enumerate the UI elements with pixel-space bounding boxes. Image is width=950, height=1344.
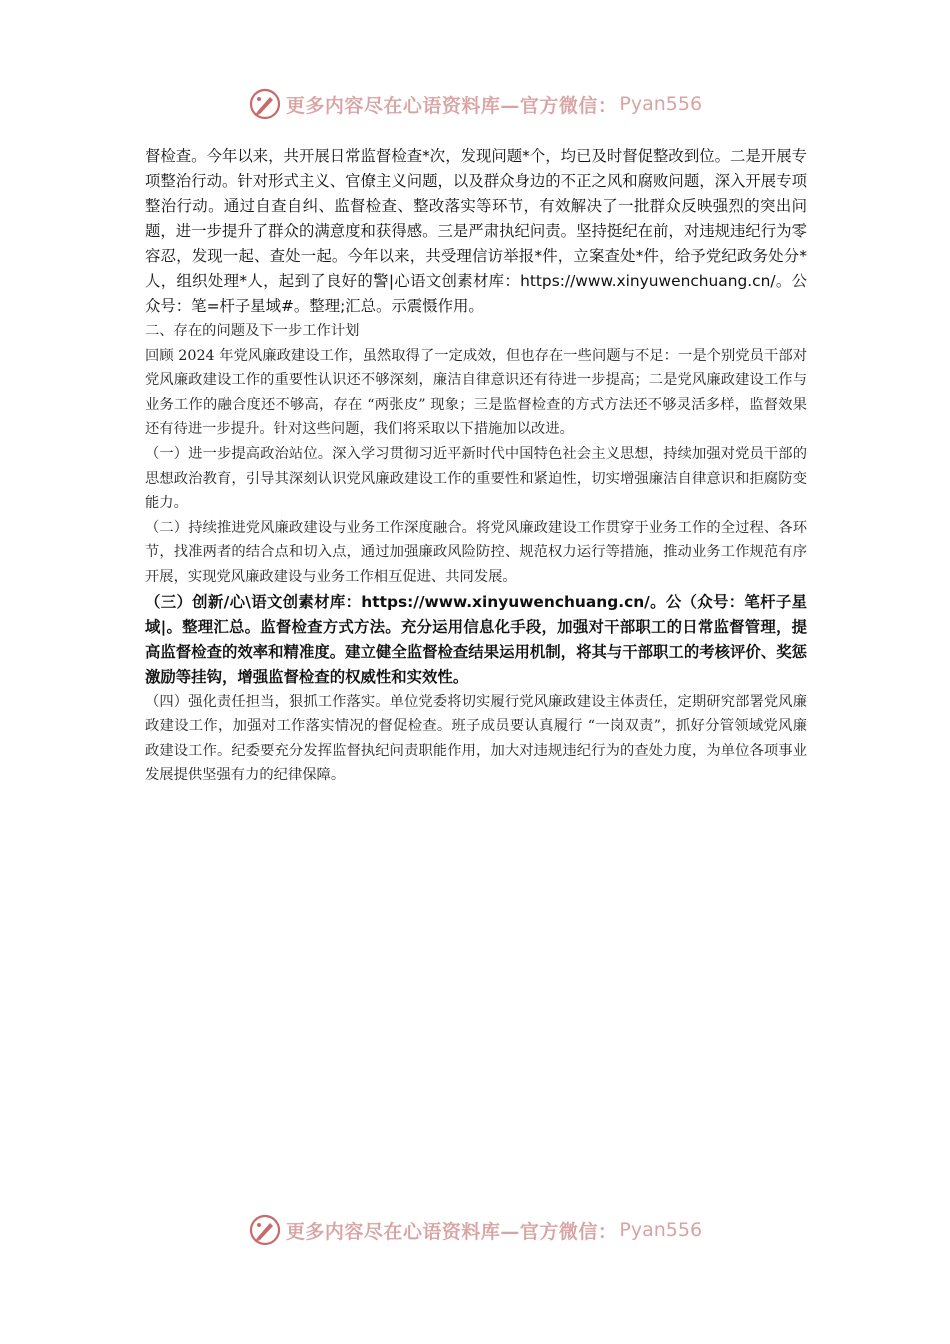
pen-logo-icon <box>248 87 282 121</box>
paragraph-supervision: 督检查。今年以来，共开展日常监督检查*次，发现问题*个，均已及时督促整改到位。二是开展专项整治行动。针对形式主义、官僚主义问题，以及群众身边的不正之风和腐败问题，深入开展专项整治行动。通过自查自纠、监督检查、整改落实等环节，有效解决了一批群众反映强烈的突出问题，进一步提升了群众的满意度和获得感。三是严肃执纪问责。坚持挺纪在前，对违规违纪行为零容忍，发现一起、查处一起。今年以来，共受理信访举报*件，立案查处*件，给予党纪政务处分*人，组织处理*人，起到了良好的警|心语文创素材库：https://www.xinyuwenchuang.cn/。公众号：笔=杆子星域#。整理;汇总。示震慑作用。 <box>145 147 807 315</box>
paragraph-measure-3: （三）创新/心\语文创素材库：https://www.xinyuwenchuang.cn/。公（众号：笔杆子星域|。整理汇总。监督检查方式方法。充分运用信息化手段，加强对干部职工的日常监督管理，提高监督检查的效率和精准度。建立健全监督检查结果运用机制，将其与干部职工的考核评价、奖惩激励等挂钩，增强监督检查的权威性和实效性。 <box>145 592 807 686</box>
banner-wechat-id: Pyan556 <box>619 93 703 115</box>
section-heading-problems-plan: 二、存在的问题及下一步工作计划 <box>145 323 360 339</box>
pen-logo-icon <box>248 1213 282 1247</box>
paragraph-measure-4: （四）强化责任担当，狠抓工作落实。单位党委将切实履行党风廉政建设主体责任，定期研究部署党风廉政建设工作，加强对工作落实情况的督促检查。班子成员要认真履行 “一岗双责”，抓好分管领域党风廉政建设工作。纪委要充分发挥监督执纪问责职能作用，加大对违规违纪行为的查处力度，为单位各项事业发展提供坚强有力的纪律保障。 <box>145 693 807 784</box>
header-watermark-banner <box>0 82 950 126</box>
paragraph-review: 回顾 2024 年党风廉政建设工作，虽然取得了一定成效，但也存在一些问题与不足：一是个别党员干部对党风廉政建设工作的重要性认识还不够深刻，廉洁自律意识还有待进一步提高；二是党风廉政建设工作与业务工作的融合度还不够高，存在 “两张皮” 现象；三是监督检查的方式方法还不够灵活多样，监督效果还有待进一步提升。针对这些问题，我们将采取以下措施加以改进。 <box>145 347 807 438</box>
document-body <box>145 144 807 788</box>
paragraph-measure-1: （一）进一步提高政治站位。深入学习贯彻习近平新时代中国特色社会主义思想，持续加强对党员干部的思想政治教育，引导其深刻认识党风廉政建设工作的重要性和紧迫性，切实增强廉洁自律意识和拒腐防变能力。 <box>145 445 807 512</box>
banner-wechat-id: Pyan556 <box>619 1219 703 1241</box>
banner-text: 更多内容尽在心语资料库—官方微信： <box>285 1220 618 1243</box>
footer-watermark-banner <box>0 1208 950 1252</box>
banner-text: 更多内容尽在心语资料库—官方微信： <box>285 94 618 117</box>
paragraph-measure-2: （二）持续推进党风廉政建设与业务工作深度融合。将党风廉政建设工作贯穿于业务工作的全过程、各环节，找准两者的结合点和切入点，通过加强廉政风险防控、规范权力运行等措施，推动业务工作规范有序开展，实现党风廉政建设与业务工作相互促进、共同发展。 <box>145 519 807 585</box>
